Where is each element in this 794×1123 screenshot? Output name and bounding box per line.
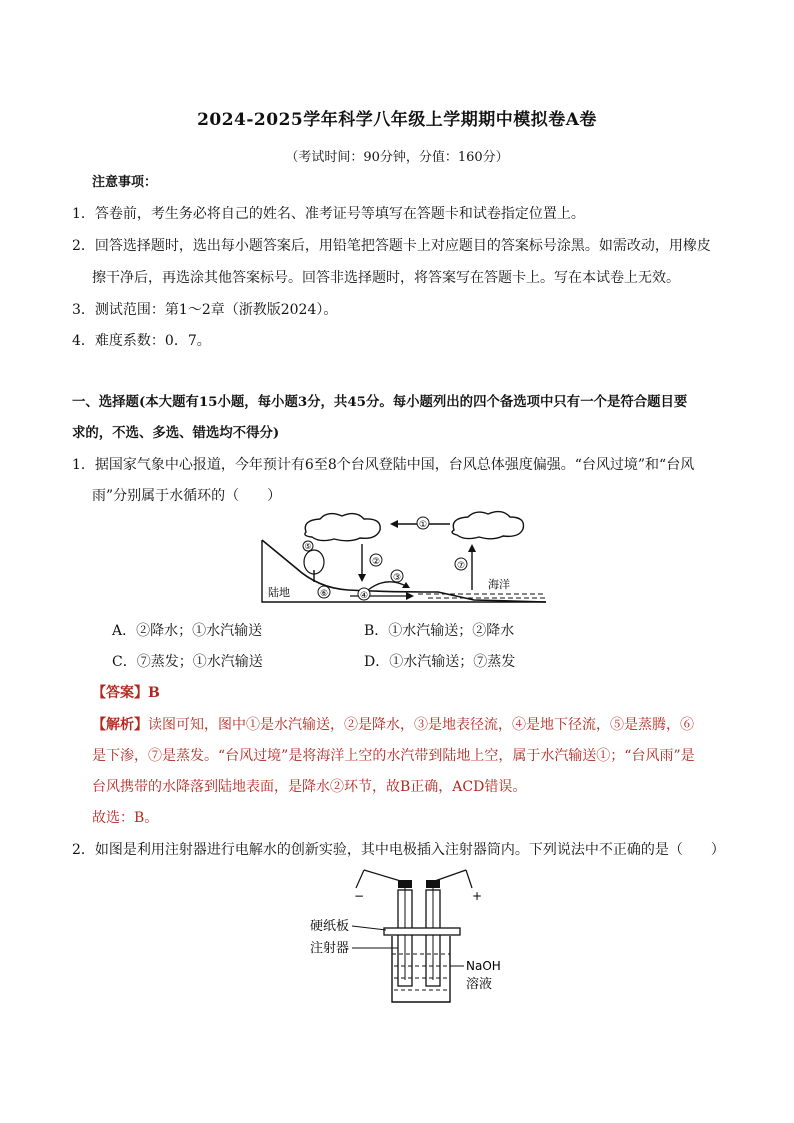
q1-option-b[interactable]: B．①水汽输送；②降水 <box>364 623 515 639</box>
svg-text:⑤: ⑤ <box>304 542 312 551</box>
electrolysis-diagram <box>300 868 520 1013</box>
q1-analysis <box>92 715 694 735</box>
q1-option-c[interactable]: C．⑦蒸发；①水汽输送 <box>112 654 263 670</box>
cardboard <box>384 928 460 935</box>
land-cloud <box>305 514 380 541</box>
syringe-label: 注射器 <box>310 941 350 956</box>
exam-info: （考试时间：90分钟，分值：160分） <box>285 150 509 165</box>
svg-text:⑥: ⑥ <box>319 589 329 599</box>
land-label: 陆地 <box>268 586 290 599</box>
minus-label: − <box>354 889 365 903</box>
q1-answer: 【答案】B <box>92 685 160 701</box>
svg-text:②: ② <box>371 557 381 567</box>
q1-option-a[interactable]: A．②降水；①水汽输送 <box>112 623 263 639</box>
analysis-tag: 【解析】 <box>92 717 148 733</box>
svg-text:⑦: ⑦ <box>456 561 466 571</box>
ocean-cloud <box>452 512 523 539</box>
page-title: 2024-2025学年科学八年级上学期期中模拟卷A卷 <box>197 110 597 130</box>
q1-stem: 1．据国家气象中心报道，今年预计有6至8个台风登陆中国，台风总体强度偏强。“台风过境”和“台风 <box>72 457 695 473</box>
solution-label: 溶液 <box>466 977 493 992</box>
section-heading: 一、选择题(本大题有15小题，每小题3分，共45分。每小题列出的四个备选项中只有一个是符合题目要 <box>72 394 688 410</box>
plus-label: + <box>472 889 483 903</box>
note-item-3: 3．测试范围：第1～2章（浙教版2024）。 <box>72 302 338 318</box>
svg-text:④: ④ <box>359 591 369 601</box>
section-heading-cont: 求的，不选、多选、错选均不得分) <box>72 425 280 441</box>
q2-stem: 2．如图是利用注射器进行电解水的创新实验，其中电极插入注射器筒内。下列说法中不正确的是（ ） <box>72 842 725 858</box>
q1-option-d[interactable]: D．①水汽输送；⑦蒸发 <box>364 654 516 670</box>
notes-heading: 注意事项： <box>92 175 158 190</box>
note-item-1: 1．答卷前，考生务必将自己的姓名、准考证号等填写在答题卡和试卷指定位置上。 <box>72 206 585 222</box>
svg-text:①: ① <box>418 520 428 530</box>
note-item-2-cont: 擦干净后，再选涂其他答案标号。回答非选择题时，将答案写在答题卡上。写在本试卷上无效。 <box>92 270 680 286</box>
q1-final-answer: 故选：B。 <box>92 810 159 826</box>
svg-text:③: ③ <box>392 573 402 583</box>
q1-analysis-cont-1: 是下渗，⑦是蒸发。“台风过境”是将海洋上空的水汽带到陆地上空，属于水汽输送①；“台风雨”是 <box>92 748 695 764</box>
q1-analysis-cont-2: 台风携带的水降落到陆地表面，是降水②环节，故B正确，ACD错误。 <box>92 779 527 795</box>
analysis-text: 读图可知，图中①是水汽输送，②是降水，③是地表径流，④是地下径流，⑤是蒸腾，⑥ <box>148 717 694 733</box>
q1-stem-cont: 雨”分别属于水循环的（ ） <box>92 488 282 504</box>
naoh-label: NaOH <box>466 959 501 973</box>
water-cycle-diagram <box>258 510 548 610</box>
note-item-4: 4．难度系数：0．7。 <box>72 333 211 349</box>
ocean-label: 海洋 <box>488 578 510 591</box>
note-item-2: 2．回答选择题时，选出每小题答案后，用铅笔把答题卡上对应题目的答案标号涂黑。如需改动，用橡皮 <box>72 238 711 254</box>
board-label: 硬纸板 <box>310 919 350 934</box>
